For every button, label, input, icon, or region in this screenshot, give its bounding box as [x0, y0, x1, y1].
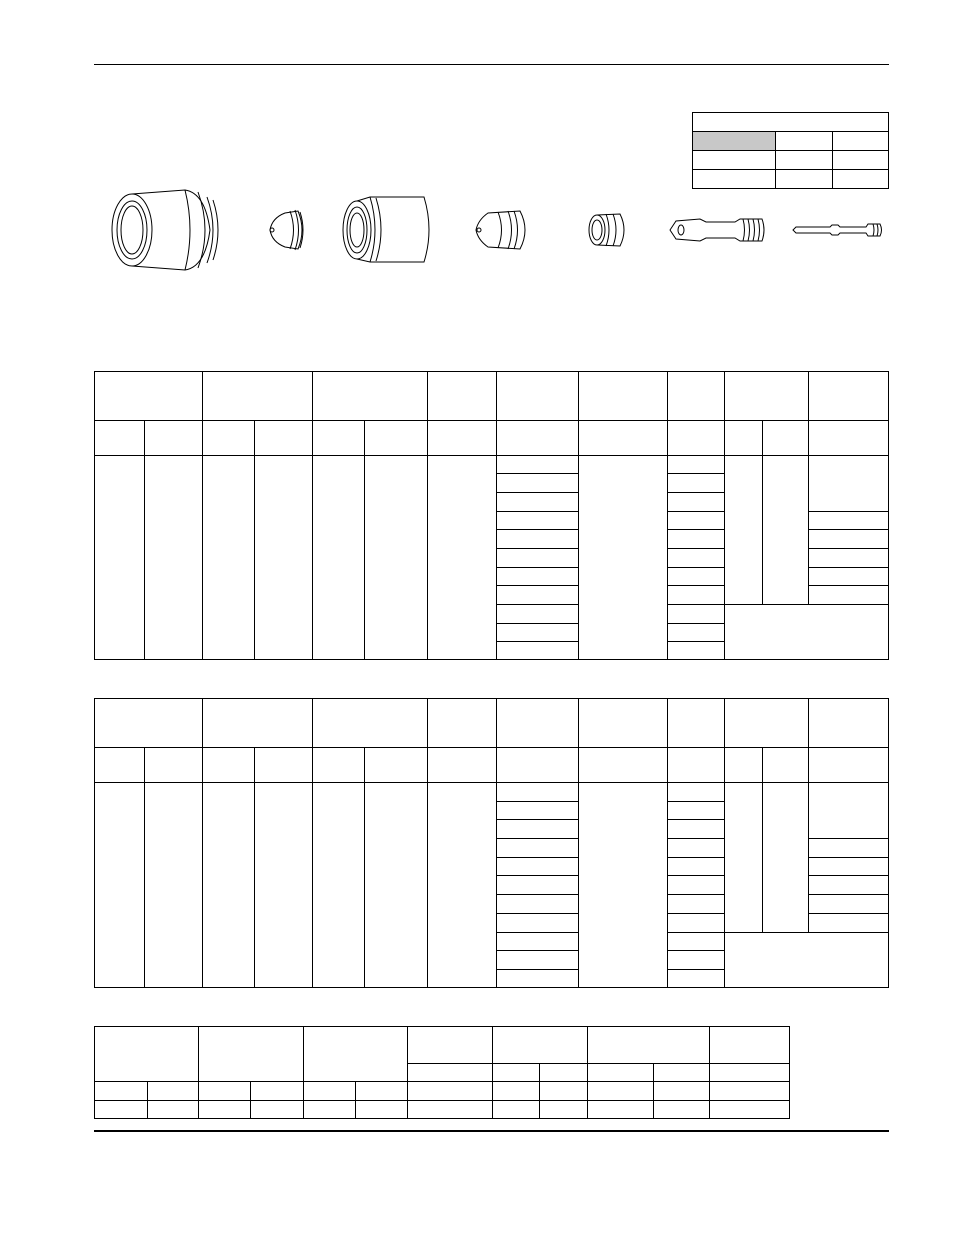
consumables-table-1 — [94, 371, 889, 660]
shaded-header-cell — [693, 132, 775, 150]
bottom-table — [94, 1026, 790, 1119]
small-reference-table — [692, 113, 889, 190]
consumables-table-2 — [94, 698, 889, 988]
